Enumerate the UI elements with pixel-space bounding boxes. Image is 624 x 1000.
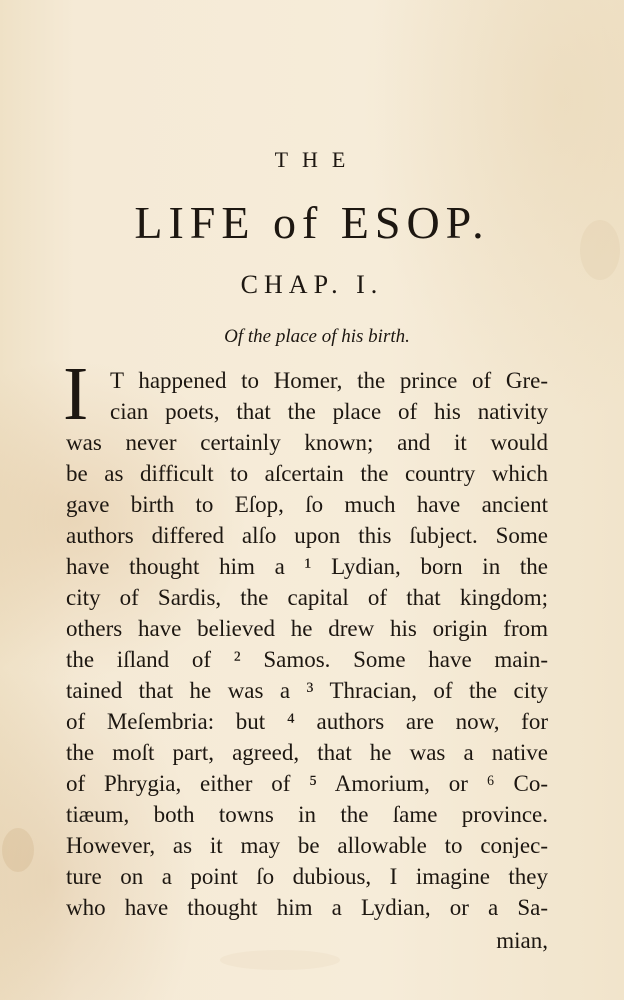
chapter-subtitle: Of the place of his birth. [224, 326, 410, 347]
text-line: However, as it may be allowable to conjec- [66, 833, 548, 858]
chapter-heading: CHAP. I. [240, 270, 384, 299]
text-line: the iſland of ² Samos. Some have main- [66, 647, 548, 672]
title-the: THE [274, 147, 360, 172]
text-line: who have thought him a Lydian, or a Sa- [66, 895, 548, 920]
text-line: gave birth to Eſop, ſo much have ancient [66, 492, 548, 517]
catchword: mian, [496, 928, 548, 953]
text-line: of Meſembria: but ⁴ authors are now, for [66, 709, 548, 734]
text-line: of Phrygia, either of ⁵ Amorium, or ⁶ Co- [66, 771, 548, 796]
text-line: tiæum, both towns in the ſame province. [66, 802, 548, 827]
page-title: LIFE of ESOP. [134, 197, 490, 248]
text-line: cian poets, that the place of his nativity [110, 399, 548, 424]
drop-cap: I [63, 352, 89, 436]
text-line: tained that he was a ³ Thracian, of the city [66, 678, 548, 703]
text-line: be as difficult to aſcertain the country which [66, 461, 548, 486]
text-line: the moſt part, agreed, that he was a native [66, 740, 548, 765]
text-line: authors differed alſo upon this ſubject. Some [66, 523, 548, 548]
text-line: ture on a point ſo dubious, I imagine they [66, 864, 548, 889]
text-line: others have believed he drew his origin from [66, 616, 548, 641]
text-line: have thought him a ¹ Lydian, born in the [66, 554, 548, 579]
text-line: was never certainly known; and it would [66, 430, 548, 455]
text-line: T happened to Homer, the prince of Gre- [110, 368, 548, 393]
text-line: city of Sardis, the capital of that kingdom; [66, 585, 548, 610]
